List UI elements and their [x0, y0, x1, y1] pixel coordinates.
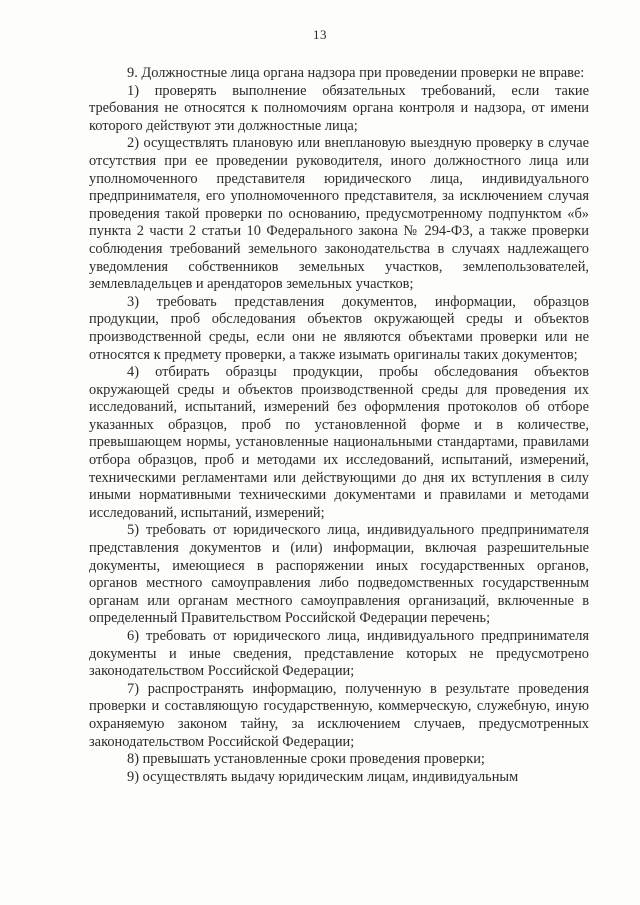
- list-item: 4) отбирать образцы продукции, пробы обследования объектов окружающей среды и объектов производственной среды для проведения их исследований, испытаний, измерений без оформления протоколов об отборе указанных образцов, проб по установленной форме и в количестве, превышающем нормы, установленные национальными стандартами, правилами отбора образцов, проб и методами их исследований, испытаний, измерений, техническими регламентами или действующими до дня их вступления в силу иными нормативными техническими документами и правилами и методами исследований, испытаний, измерений;: [89, 364, 589, 521]
- list-item: 6) требовать от юридического лица, индивидуального предпринимателя документы и иные сведения, представление которых не предусмотрено законодательством Российской Федерации;: [89, 628, 589, 680]
- list-item: 7) распространять информацию, полученную в результате проведения проверки и составляющую государственную, коммерческую, служебную, иную охраняемую законом тайну, за исключением случаев, предусмотренных законодательством Российской Федерации;: [89, 680, 589, 750]
- section-intro-paragraph: 9. Должностные лица органа надзора при проведении проверки не вправе:: [127, 65, 585, 81]
- list-item: 1) проверять выполнение обязательных требований, если такие требования не относятся к полномочиям органа контроля и надзора, от имени которого действуют эти должностные лица;: [89, 82, 589, 134]
- list-item: 2) осуществлять плановую или внеплановую выездную проверку в случае отсутствия при ее проведении руководителя, иного должностного лица или уполномоченного представителя юридического лица, индивидуального предпринимателя, его уполномоченного представителя, за исключением случая проведения такой проверки по основанию, предусмотренному подпунктом «б» пункта 2 части 2 статьи 10 Федерального закона № 294-ФЗ, а также проверки соблюдения требований земельного законодательства в случаях надлежащего уведомления собственников земельных участков, землепользователей, землевладельцев и арендаторов земельных участков;: [89, 135, 589, 293]
- list-item: 8) превышать установленные сроки проведения проверки;: [127, 751, 485, 768]
- list-item: 3) требовать представления документов, информации, образцов продукции, проб обследования объектов окружающей среды и объектов производственной среды, если они не являются объектами проверки или не относятся к предмету проверки, а также изымать оригиналы таких документов;: [89, 293, 589, 363]
- page-number: 13: [313, 27, 327, 42]
- list-item: 5) требовать от юридического лица, индивидуального предпринимателя представления документов и (или) информации, включая разрешительные документы, имеющиеся в распоряжении иных государственных органов, органов местного самоуправления либо подведомственных государственным органам или органам местного самоуправления организаций, включенные в определенный Правительством Российской Федерации перечень;: [89, 522, 589, 627]
- document-body: [89, 65, 589, 786]
- list-item: 9) осуществлять выдачу юридическим лицам, индивидуальным: [127, 768, 519, 785]
